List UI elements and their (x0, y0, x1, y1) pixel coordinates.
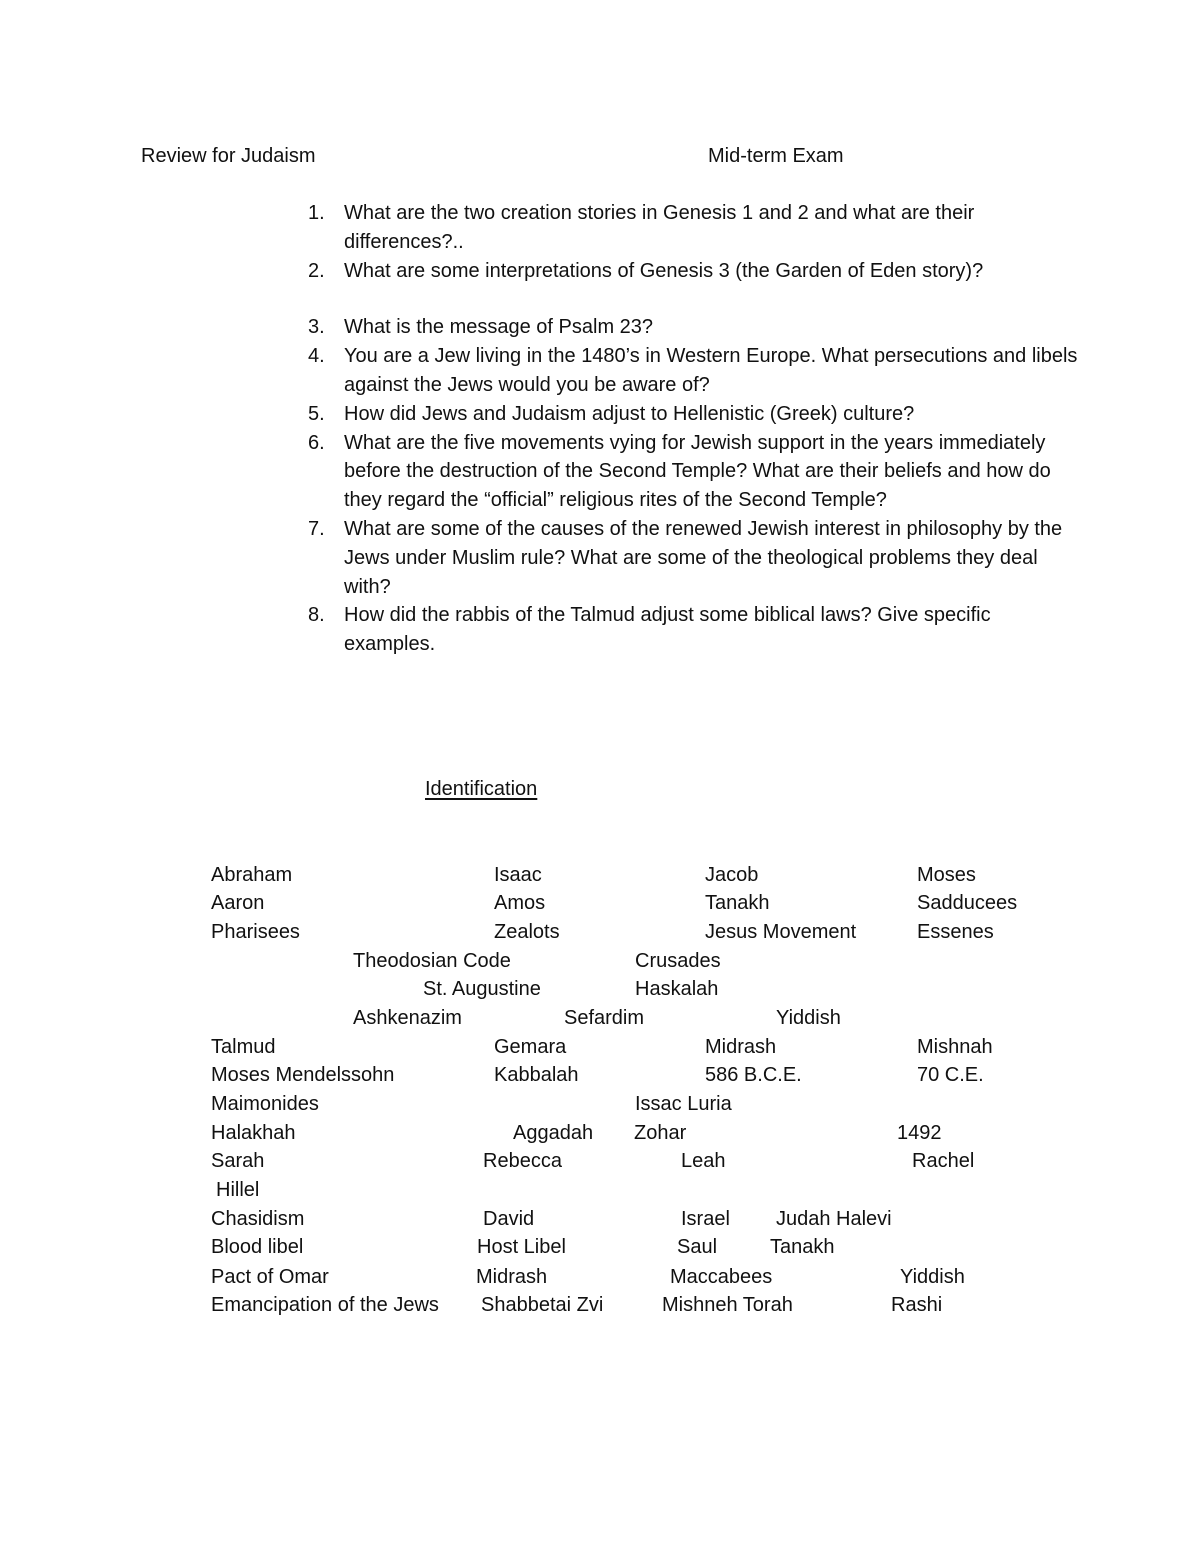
term: Aaron (211, 892, 265, 914)
question-item (300, 342, 1080, 400)
term: Essenes (917, 921, 994, 943)
term: Emancipation of the Jews (211, 1294, 439, 1316)
term: Talmud (211, 1036, 276, 1058)
question-number: 4. (308, 345, 325, 368)
term: Issac Luria (635, 1093, 732, 1115)
term: Halakhah (211, 1122, 296, 1144)
term: Jesus Movement (705, 921, 857, 943)
term: Pact of Omar (211, 1266, 329, 1288)
question-number: 8. (308, 604, 325, 627)
question-number: 2. (308, 259, 325, 282)
question-text: What is the message of Psalm 23? (344, 316, 654, 339)
question-list (300, 199, 1080, 659)
question-item (300, 429, 1080, 515)
term: Israel (681, 1208, 730, 1230)
term: Ashkenazim (353, 1007, 462, 1029)
question-item (300, 199, 1080, 257)
term: Mishneh Torah (662, 1294, 793, 1316)
term: St. Augustine (423, 978, 541, 1000)
question-number: 5. (308, 402, 325, 425)
term: Haskalah (635, 978, 719, 1000)
term: Rashi (891, 1294, 943, 1316)
term: Sarah (211, 1150, 265, 1172)
term: Host Libel (477, 1236, 566, 1258)
term: Gemara (494, 1036, 567, 1058)
question-number: 7. (308, 517, 325, 540)
term: Shabbetai Zvi (481, 1294, 604, 1316)
term: Aggadah (513, 1122, 594, 1144)
term: Sefardim (564, 1007, 645, 1029)
identification-heading: Identification (425, 778, 538, 800)
term: Leah (681, 1150, 726, 1172)
term: Crusades (635, 950, 721, 972)
term: Tanakh (770, 1236, 835, 1258)
term: 586 B.C.E. (705, 1064, 802, 1086)
term: Midrash (476, 1266, 548, 1288)
term: Mishnah (917, 1036, 993, 1058)
term: Maccabees (670, 1266, 773, 1288)
term: 1492 (897, 1122, 942, 1144)
term: Yiddish (776, 1007, 841, 1029)
question-item (300, 400, 1080, 429)
term: 70 C.E. (917, 1064, 984, 1086)
term: Theodosian Code (353, 950, 511, 972)
question-number: 6. (308, 431, 325, 454)
question-text: How did Jews and Judaism adjust to Hellenistic (Greek) culture? (344, 402, 915, 425)
term: Saul (677, 1236, 718, 1258)
question-item (300, 515, 1080, 601)
term: Judah Halevi (776, 1208, 892, 1230)
term: Tanakh (705, 892, 770, 914)
question-item (300, 601, 1080, 659)
term: Sadducees (917, 892, 1018, 914)
term: Rachel (912, 1150, 975, 1172)
term: Zohar (634, 1122, 687, 1144)
question-number: 1. (308, 202, 325, 224)
term: Zealots (494, 921, 560, 943)
question-text: What are the five movements vying for Jewish support in the years immediately before the destruction of the Second Temple? What are their beliefs and how do they regard the “official” religious rites of the Second Temple? (344, 431, 1051, 512)
term: Moses (917, 864, 976, 886)
term: Yiddish (900, 1266, 965, 1288)
term: Moses Mendelssohn (211, 1064, 395, 1086)
term: Pharisees (211, 921, 300, 943)
term: Abraham (211, 864, 293, 886)
term: Rebecca (483, 1150, 562, 1172)
term: Chasidism (211, 1208, 305, 1230)
question-text: How did the rabbis of the Talmud adjust some biblical laws? Give specific examples. (344, 604, 991, 656)
question-text: What are some interpretations of Genesis 3 (the Garden of Eden story)? (344, 259, 984, 282)
term: Isaac (494, 864, 542, 886)
term: Hillel (216, 1179, 260, 1201)
term: Midrash (705, 1036, 777, 1058)
term: Maimonides (211, 1093, 319, 1115)
question-item (300, 257, 1080, 286)
question-item (300, 313, 1080, 342)
term: David (483, 1208, 535, 1230)
term: Blood libel (211, 1236, 304, 1258)
question-number: 3. (308, 316, 325, 339)
question-text: What are some of the causes of the renewed Jewish interest in philosophy by the Jews under Muslim rule? What are some of the theological problems they deal with? (344, 517, 1063, 598)
question-text: What are the two creation stories in Genesis 1 and 2 and what are their differences?.. (344, 202, 975, 253)
term: Jacob (705, 864, 759, 886)
exam-title: Mid-term Exam (708, 145, 844, 167)
document-title: Review for Judaism (141, 145, 316, 167)
question-text: You are a Jew living in the 1480’s in Western Europe. What persecutions and libels against the Jews would you be aware of? (344, 345, 1078, 396)
term: Amos (494, 892, 546, 914)
term: Kabbalah (494, 1064, 579, 1086)
